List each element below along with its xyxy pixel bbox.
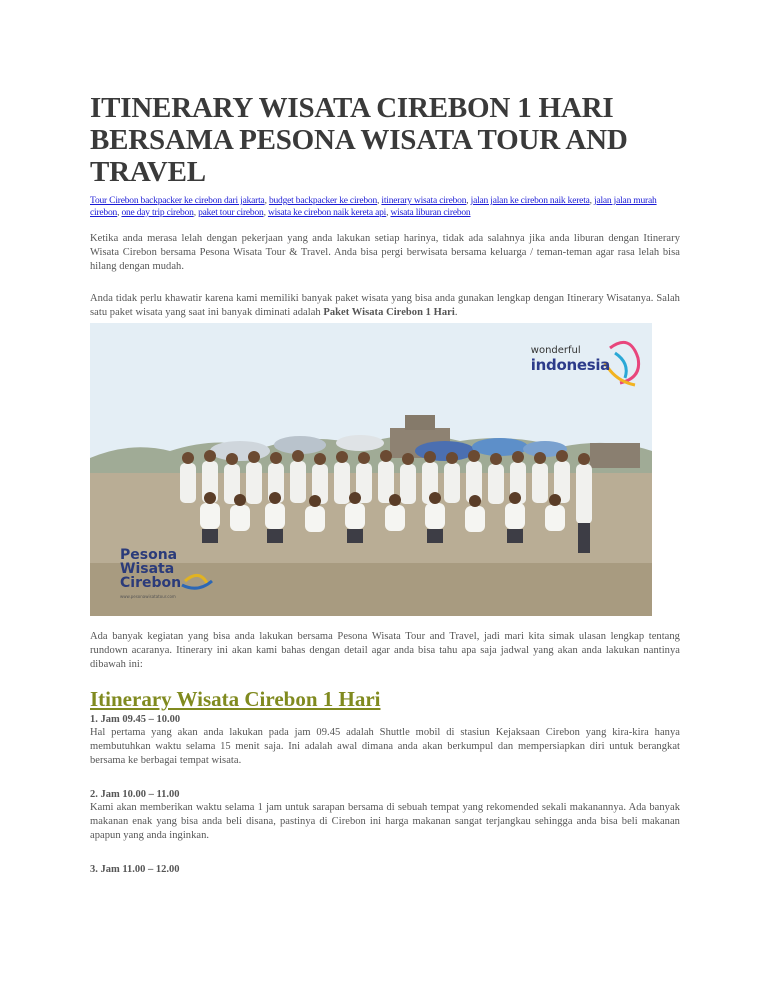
tag-link[interactable]: jalan jalan ke cirebon naik kereta bbox=[470, 196, 590, 206]
logo-line-3: Cirebon bbox=[120, 575, 182, 591]
tag-link[interactable]: paket tour cirebon bbox=[198, 208, 264, 218]
schedule-3-time: 3. Jam 11.00 – 12.00 bbox=[90, 864, 180, 875]
title-line-2: BERSAMA PESONA WISATA TOUR AND bbox=[90, 124, 628, 156]
package-paragraph-text: Anda tidak perlu khawatir karena kami memiliki banyak paket wisata yang bisa anda gunakan lengkap dengan Itinerary Wisatanya. Salah satu paket wisata yang saat ini banyak diminati adalah bbox=[90, 293, 680, 318]
schedule-1-time: 1. Jam 09.45 – 10.00 bbox=[90, 714, 181, 725]
logo-wonderful-text: wonderful bbox=[530, 345, 581, 356]
schedule-1-text: Hal pertama yang akan anda lakukan pada jam 09.45 adalah Shuttle mobil di stasiun Kejaksaan Cirebon yang kira-kira hanya membutuhkan waktu selama 15 menit saja. Ini adalah awal dimana anda akan berkumpul dan mempersiapkan diri untuk berangkat bersama ke berbagai tempat wisata. bbox=[90, 727, 680, 766]
intro-paragraph: Ketika anda merasa lelah dengan pekerjaan yang anda lakukan setiap harinya, tidak ada salahnya jika anda liburan dengan Itinerary Wisata Cirebon bersama Pesona Wisata Tour & Travel. Anda bisa pergi berwisata bersama keluarga / teman-teman agar rasa lelah bisa hilang dengan mudah. bbox=[90, 233, 680, 272]
page-title bbox=[90, 92, 680, 188]
package-paragraph bbox=[90, 292, 680, 320]
tag-link[interactable]: Tour Cirebon backpacker ke cirebon dari jakarta bbox=[90, 196, 265, 206]
logo-line-1: Pesona bbox=[120, 547, 178, 563]
tag-link[interactable]: wisata liburan cirebon bbox=[390, 208, 471, 218]
tag-link[interactable]: wisata ke cirebon naik kereta api bbox=[267, 208, 387, 218]
tag-link[interactable]: budget backpacker ke cirebon bbox=[268, 196, 378, 206]
article-body bbox=[90, 92, 680, 876]
logo-indonesia-text: indonesia bbox=[530, 356, 610, 374]
pesona-wisata-logo bbox=[120, 548, 181, 604]
schedule-2-time: 2. Jam 10.00 – 11.00 bbox=[90, 789, 180, 800]
group-photo bbox=[90, 323, 652, 616]
tag-link[interactable]: itinerary wisata cirebon bbox=[381, 196, 467, 206]
schedule-2-text: Kami akan memberikan waktu selama 1 jam untuk sarapan bersama di sebuah tempat yang rekomended sekali makanannya. Ada banyak makanan enak yang bisa anda beli disana, pastinya di Cirebon ini harga makanan sangat terjangkau sehingga anda bisa beli makanan apapun yang anda inginkan. bbox=[90, 802, 680, 841]
tag-link[interactable]: one day trip cirebon bbox=[121, 208, 194, 218]
logo-url: www.pesonawisatatour.com bbox=[120, 594, 176, 599]
title-line-3: TRAVEL bbox=[90, 156, 206, 188]
tag-link[interactable]: jalan jalan murah cirebon bbox=[90, 196, 657, 218]
section-heading[interactable]: Itinerary Wisata Cirebon 1 Hari bbox=[90, 687, 381, 711]
package-name: Paket Wisata Cirebon 1 Hari bbox=[323, 307, 455, 318]
rundown-intro-paragraph: Ada banyak kegiatan yang bisa anda lakukan bersama Pesona Wisata Tour and Travel, jadi mari kita simak ulasan lengkap tentang rundown acaranya. Itinerary ini akan kami bahas dengan detail agar anda bisa tahu apa saja jadwal yang akan anda lakukan nantinya dibawah ini: bbox=[90, 631, 680, 670]
tag-list: Tour Cirebon backpacker ke cirebon dari jakarta, budget backpacker ke cirebon, itinerary wisata cirebon, jalan jalan ke cirebon naik kereta, jalan jalan murah cirebon, one day trip cirebon, paket tour cirebon, wisata ke cirebon naik kereta api, wisata liburan cirebon bbox=[90, 196, 657, 218]
title-line-1: ITINERARY WISATA CIREBON 1 HARI bbox=[90, 92, 614, 124]
package-paragraph-end: . bbox=[454, 307, 458, 318]
wonderful-indonesia-logo bbox=[531, 345, 610, 374]
logo-line-2: Wisata bbox=[120, 561, 175, 577]
